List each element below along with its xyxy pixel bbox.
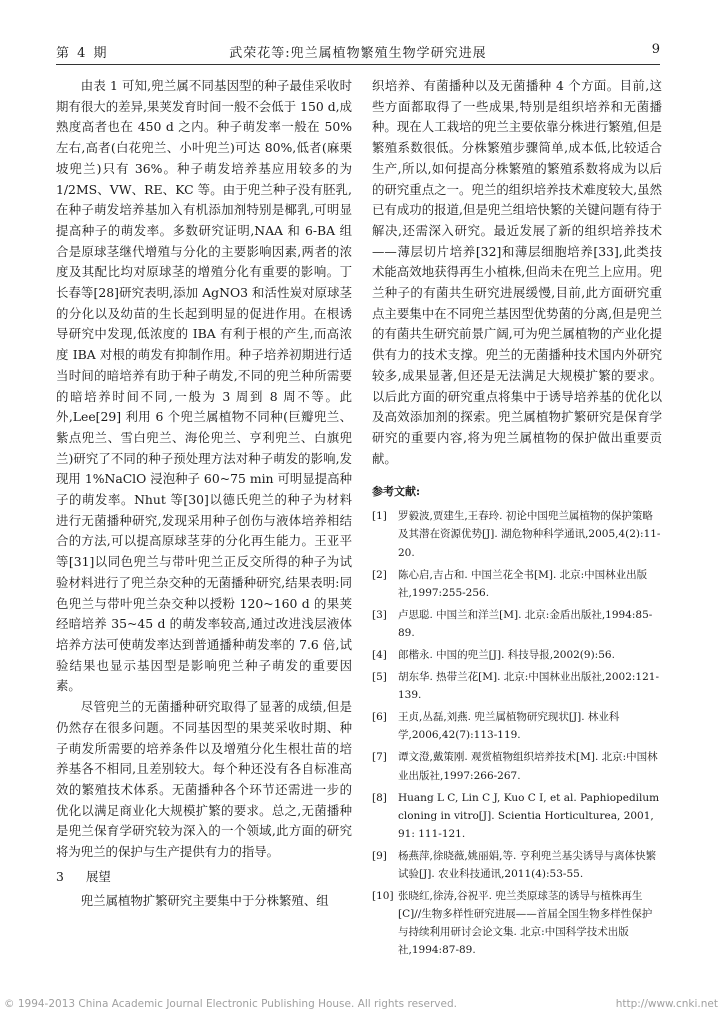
right-column xyxy=(372,76,662,964)
reference-text: Huang L C, Lin C J, Kuo C I, et al. Paphiopedilum cloning in vitro[J]. Scientia Horticulturea, 2001, 91: 111-121. xyxy=(398,791,660,840)
reference-text: 陈心启,吉占和. 中国兰花全书[M]. 北京:中国林业出版社,1997:255-256. xyxy=(398,568,648,599)
reference-number: [3] xyxy=(372,608,387,621)
reference-number: [10] xyxy=(372,890,394,903)
running-title: 武荣花等:兜兰属植物繁殖生物学研究进展 xyxy=(229,46,487,61)
reference-text: 王贞,丛磊,刘燕. 兜兰属植物研究现状[J]. 林业科学,2006,42(7):113-119. xyxy=(398,711,620,742)
reference-text: 张晓红,徐涛,谷祝平. 兜兰类原球茎的诱导与植株再生[C]//生物多样性研究进展——首届全国生物多样性保护与持续利用研讨会论文集. 北京:中国科学技术出版社,1994:87-89. xyxy=(398,890,653,957)
page-footer xyxy=(0,996,724,1014)
reference-item xyxy=(372,507,662,561)
copyright-notice: © 1994-2013 China Academic Journal Electronic Publishing House. All rights reserved. xyxy=(4,998,457,1010)
body-paragraph: 由表 1 可知,兜兰属不同基因型的种子最佳采收时期有很大的差异,果荚发育时间一般不会低于 150 d,成熟度高者也在 450 d 之内。种子萌发率一般在 50% 左右,高者(白花兜兰、小叶兜兰)可达 80%,低者(麻栗坡兜兰)只有 36%。种子萌发培养基应用较多的为 1/2MS、VW、RE、KC 等。由于兜兰种子没有胚乳,在种子萌发培养基加入有机添加剂特别是椰乳,可明显提高种子的萌发率。多数研究证明,NAA 和 6-BA 组合是原球茎继代增殖与分化的主要影响因素,两者的浓度及其配比均对原球茎的增殖分化有重要的影响。丁长春等[28]研究表明,添加 AgNO3 和活性炭对原球茎的分化以及幼苗的生长起到明显的促进作用。在根诱导研究中发现,低浓度的 IBA 有利于根的产生,而高浓度 IBA 对根的萌发有抑制作用。种子培养初期进行适当时间的暗培养有助于种子萌发,不同的兜兰种所需要的暗培养时间不同,一般为 3 周到 8 周不等。此外,Lee[29] 利用 6 个兜兰属植物不同种(巨瓣兜兰、紫点兜兰、雪白兜兰、海伦兜兰、亨利兜兰、白旗兜兰)研究了不同的种子预处理方法对种子萌发的影响,发现用 1%NaClO 浸泡种子 60~75 min 可明显提高种子的萌发率。Nhut 等[30]以德氏兜兰的种子为材料进行无菌播种研究,发现采用种子创伤与液体培养相结合的方法,可以提高原球茎芽的分化再生能力。王亚平等[31]以同色兜兰与带叶兜兰正反交所得的种子为试验材料进行了兜兰杂交种的无菌播种研究,结果表明:同色兜兰与带叶兜兰杂交种以授粉 120~160 d 的果荚经暗培养 35~45 d 的萌发率较高,通过改进浅层液体培养方法可使萌发率达到普通播种萌发率的 7.6 倍,试验结果也显示基因型是影响兜兰种子萌发的重要因素。 xyxy=(56,78,352,694)
reference-number: [9] xyxy=(372,849,387,862)
reference-number: [2] xyxy=(372,568,387,581)
reference-number: [4] xyxy=(372,649,387,662)
reference-item xyxy=(372,668,662,704)
reference-text: 卢思聪. 中国兰和洋兰[M]. 北京:金盾出版社,1994:85-89. xyxy=(398,608,653,639)
reference-item xyxy=(372,646,662,664)
body-paragraph: 尽管兜兰的无菌播种研究取得了显著的成绩,但是仍然存在很多问题。不同基因型的果荚采收时期、种子萌发所需要的培养条件以及增殖分化生根壮苗的培养基各不相同,且差别较大。每个种还没有各自标准高效的繁殖技术体系。无菌播种各个环节还需进一步的优化以满足商业化大规模扩繁的要求。总之,无菌播种是兜兰保育学研究较为深入的一个领域,此方面的研究将为兜兰的保护与生产提供有力的指导。 xyxy=(56,699,352,860)
reference-text: 郎楷永. 中国的兜兰[J]. 科技导报,2002(9):56. xyxy=(398,649,615,662)
reference-list xyxy=(372,507,662,959)
section-title: 展望 xyxy=(86,868,111,884)
reference-number: [5] xyxy=(372,671,387,684)
left-column xyxy=(56,76,352,911)
page-number: 9 xyxy=(651,42,660,57)
reference-text: 谭文澄,戴策刚. 观赏植物组织培养技术[M]. 北京:中国林业出版社,1997:266-267. xyxy=(398,751,658,782)
reference-number: [6] xyxy=(372,711,387,724)
reference-number: [8] xyxy=(372,791,387,804)
reference-number: [7] xyxy=(372,751,387,764)
body-paragraph: 兜兰属植物扩繁研究主要集中于分株繁殖、组 xyxy=(80,892,329,908)
reference-item xyxy=(372,887,662,959)
section-heading xyxy=(56,867,352,887)
section-number: 3 xyxy=(56,868,64,884)
reference-text: 罗毅波,贾建生,王春玲. 初论中国兜兰属植物的保护策略及其潜在资源优势[J]. 湖危物种科学通讯,2005,4(2):11-20. xyxy=(398,510,661,559)
issue-number: 第 4 期 xyxy=(56,46,109,61)
page-header xyxy=(56,38,660,62)
reference-text: 杨燕萍,徐晓薇,姚丽娟,等. 亨利兜兰基尖诱导与离体快繁试验[J]. 农业科技通讯,2011(4):53-55. xyxy=(398,849,657,881)
body-paragraph: 织培养、有菌播种以及无菌播种 4 个方面。目前,这些方面都取得了一些成果,特别是组织培养和无菌播种。现在人工栽培的兜兰主要依靠分株进行繁殖,但是繁殖系数很低。分株繁殖步骤简单,成本低,比较适合生产,所以,如何提高分株繁殖的繁殖系数将成为以后的研究重点之一。兜兰的组织培养技术难度较大,虽然已有成功的报道,但是兜兰组培快繁的关键问题有待于解决,还需深入研究。最近发展了新的组织培养技术——薄层切片培养[32]和薄层细胞培养[33],此类技术能高效地获得再生小植株,但尚未在兜兰上应用。兜兰种子的有菌共生研究进展缓慢,目前,此方面研究重点主要集中在不同兜兰基因型优势菌的分离,但是兜兰的有菌共生研究前景广阔,可为兜兰属植物的产业化提供有力的技术支撑。兜兰的无菌播种技术国内外研究较多,成果显著,但还是无法满足大规模扩繁的要求。以后此方面的研究重点将集中于诱导培养基的优化以及高效添加剂的探索。兜兰属植物扩繁研究是保育学研究的重要内容,将为兜兰属植物的保护做出重要贡献。 xyxy=(372,78,662,466)
header-divider xyxy=(56,64,660,65)
site-link[interactable]: http://www.cnki.net xyxy=(615,998,718,1010)
reference-item xyxy=(372,566,662,602)
reference-item xyxy=(372,708,662,744)
reference-item xyxy=(372,789,662,843)
reference-item xyxy=(372,606,662,642)
references-title: 参考文献: xyxy=(372,485,421,499)
reference-item xyxy=(372,847,662,883)
reference-number: [1] xyxy=(372,510,387,523)
reference-item xyxy=(372,748,662,784)
reference-text: 胡东华. 热带兰花[M]. 北京:中国林业出版社,2002:121-139. xyxy=(398,671,660,702)
